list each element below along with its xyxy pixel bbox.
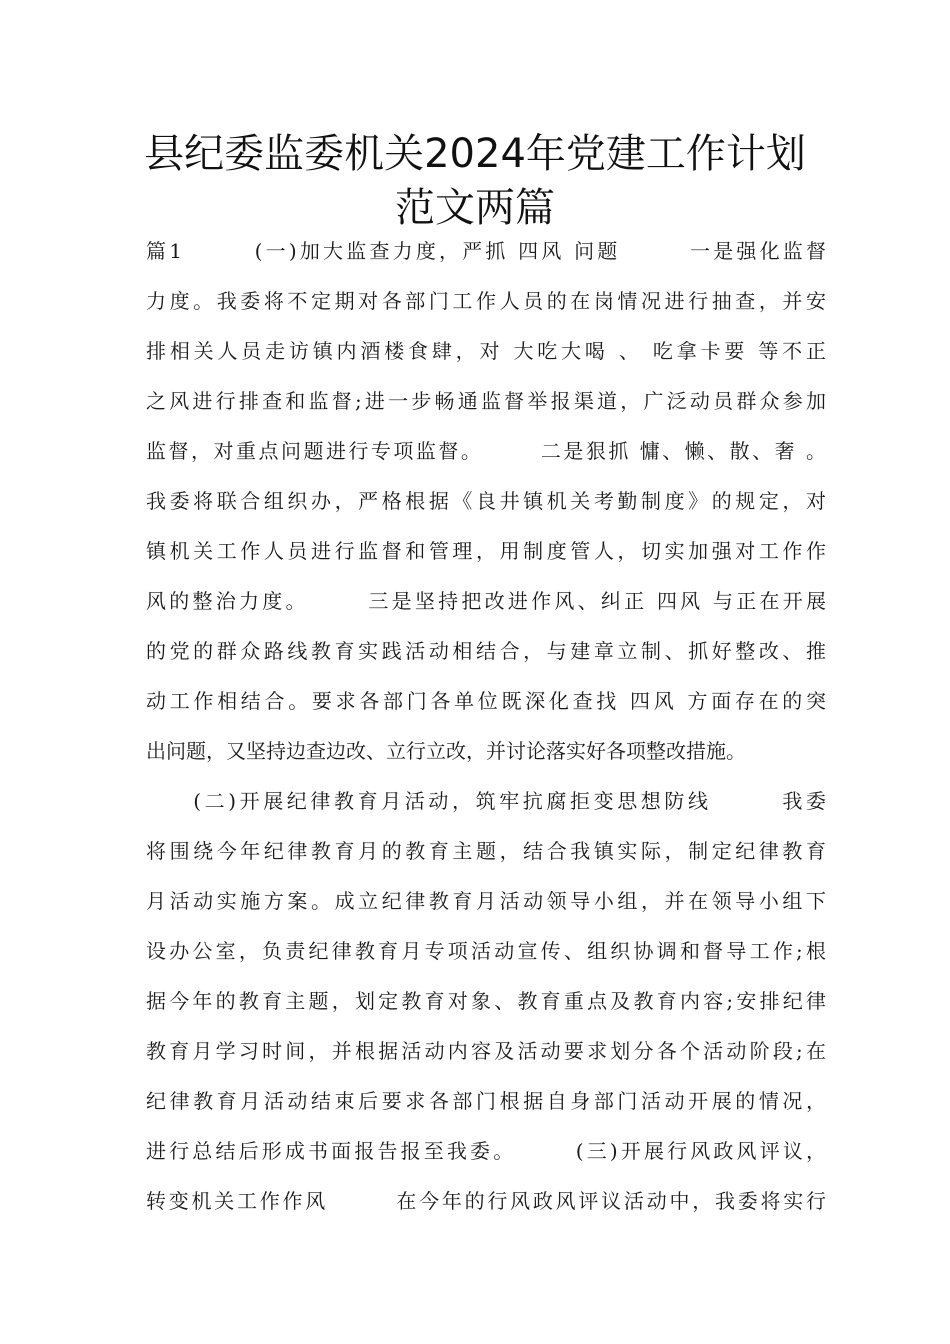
body-text-line: 我委将联合组织办，严格根据《良井镇机关考勤制度》的规定，对 xyxy=(146,489,826,513)
body-text-line: 设办公室，负责纪律教育月专项活动宣传、组织协调和督导工作;根 xyxy=(146,939,826,963)
body-text-line: 之风进行排查和监督;进一步畅通监督举报渠道，广泛动员群众参加 xyxy=(146,389,826,413)
body-text-line: 转变机关工作作风 在今年的行风政风评议活动中，我委将实行 xyxy=(146,1189,826,1213)
body-text-line: 教育月学习时间，并根据活动内容及活动要求划分各个活动阶段;在 xyxy=(146,1039,826,1063)
body-text-line: 将围绕今年纪律教育月的教育主题，结合我镇实际，制定纪律教育 xyxy=(146,839,826,863)
body-text-line: (二)开展纪律教育月活动，筑牢抗腐拒变思想防线 我委 xyxy=(146,789,826,813)
body-text-line: 镇机关工作人员进行监督和管理，用制度管人，切实加强对工作作 xyxy=(146,539,826,563)
body-text-line: 进行总结后形成书面报告报至我委。 (三)开展行风政风评议， xyxy=(146,1139,826,1163)
body-text-line: 出问题，又坚持边查边改、立行立改，并讨论落实好各项整改措施。 xyxy=(146,739,746,763)
body-text-line: 的党的群众路线教育实践活动相结合，与建章立制、抓好整改、推 xyxy=(146,639,826,663)
body-text-line: 据今年的教育主题，划定教育对象、教育重点及教育内容;安排纪律 xyxy=(146,989,826,1013)
body-text-line: 月活动实施方案。成立纪律教育月活动领导小组，并在领导小组下 xyxy=(146,889,826,913)
body-text-line: 排相关人员走访镇内酒楼食肆，对 大吃大喝 、 吃拿卡要 等不正 xyxy=(146,339,826,363)
body-text-line: 监督，对重点问题进行专项监督。 二是狠抓 慵、懒、散、奢 。 xyxy=(146,439,826,463)
body-text-line: 力度。我委将不定期对各部门工作人员的在岗情况进行抽查，并安 xyxy=(146,289,826,313)
body-text-line: 风的整治力度。 三是坚持把改进作风、纠正 四风 与正在开展 xyxy=(146,589,826,613)
body-text-line: 纪律教育月活动结束后要求各部门根据自身部门活动开展的情况， xyxy=(146,1089,826,1113)
document-title-line-2: 范文两篇 xyxy=(395,185,555,231)
body-text-line: 篇1 (一)加大监查力度，严抓 四风 问题 一是强化监督 xyxy=(146,239,826,263)
body-text-line: 动工作相结合。要求各部门各单位既深化查找 四风 方面存在的突 xyxy=(146,689,826,713)
document-title-line-1: 县纪委监委机关2024年党建工作计划 xyxy=(144,131,806,177)
